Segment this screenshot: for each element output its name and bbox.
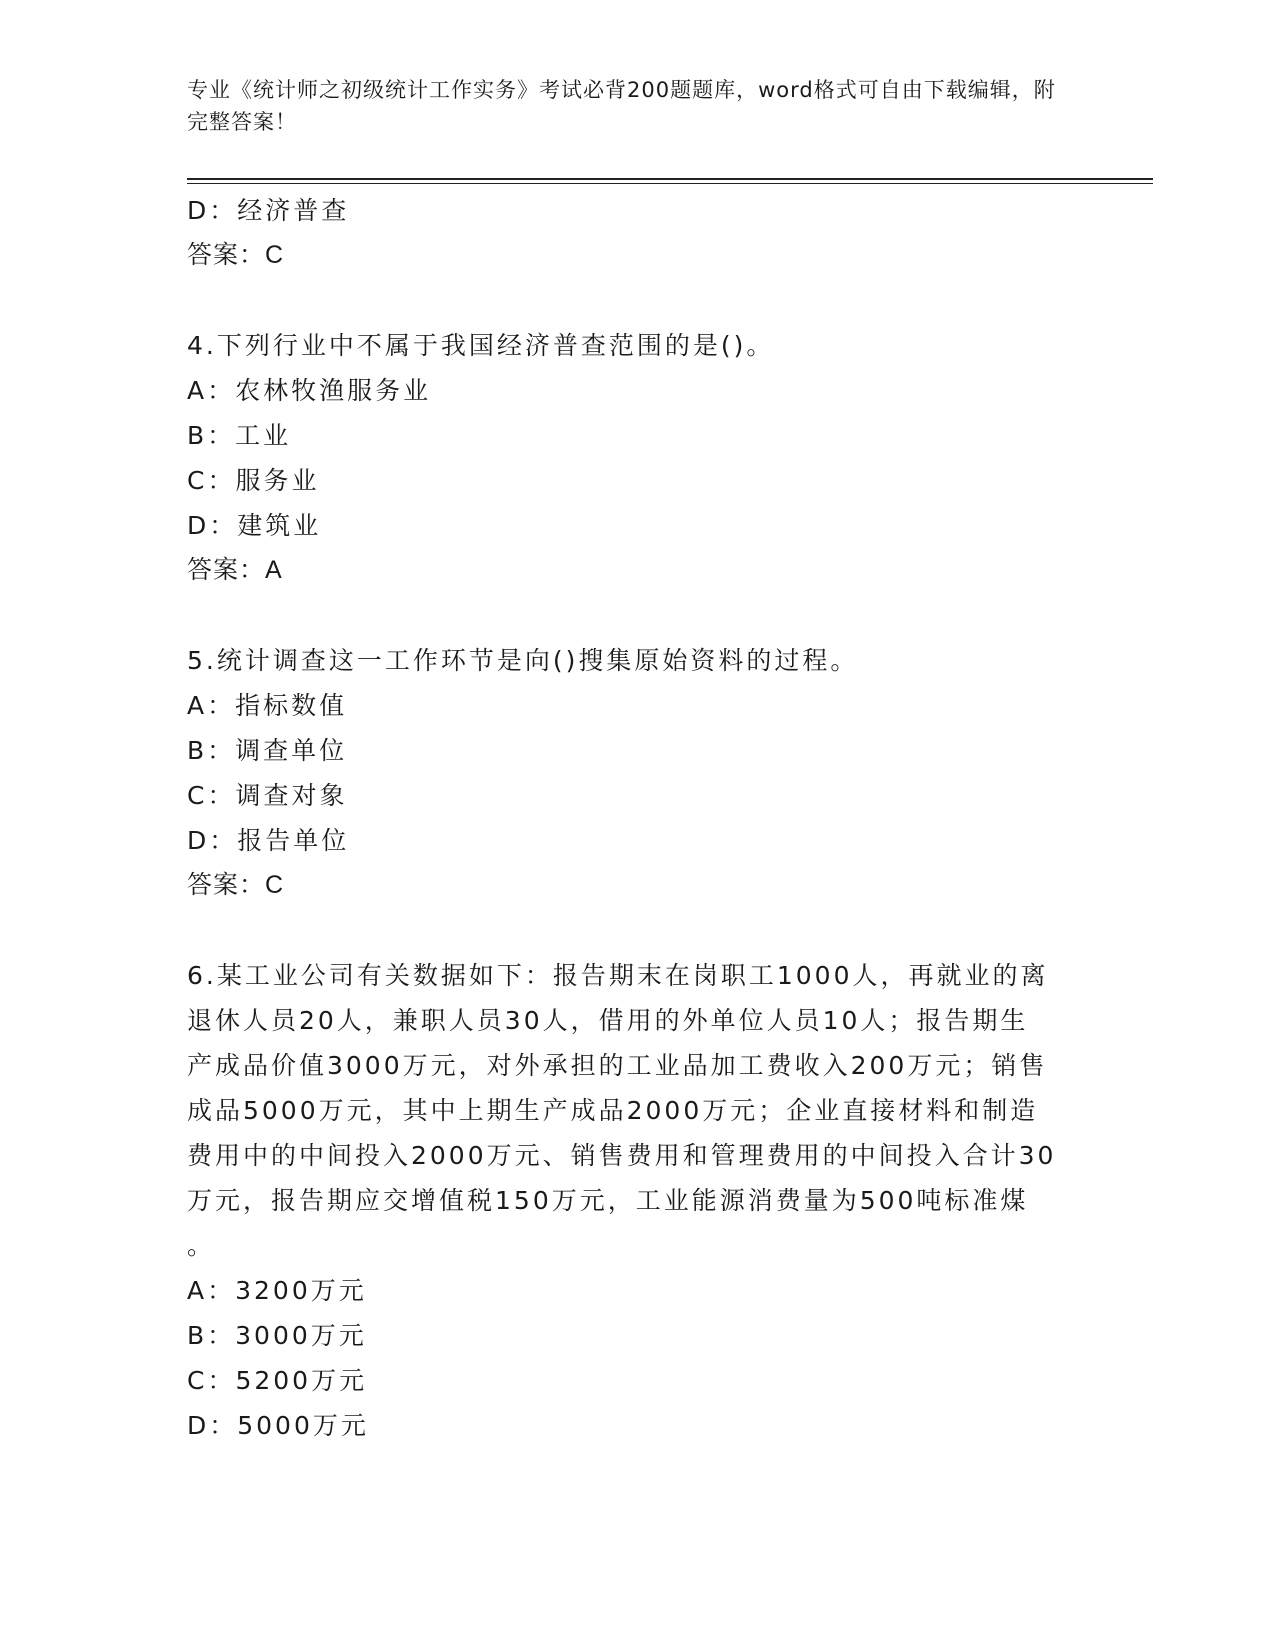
q6-stem-line-1: 6.某工业公司有关数据如下：报告期末在岗职工1000人，再就业的离 xyxy=(187,961,1049,990)
q5-answer: 答案：C xyxy=(187,871,285,899)
page-header: 专业《统计师之初级统计工作实务》考试必背200题题库，word格式可自由下载编辑，附完整答案！ xyxy=(187,78,1056,134)
q5-option-c: C：调查对象 xyxy=(187,781,348,810)
q5-option-b: B：调查单位 xyxy=(187,736,348,765)
q5-option-a: A：指标数值 xyxy=(187,691,348,720)
q3-answer: 答案：C xyxy=(187,241,285,269)
q6-stem-line-3: 产成品价值3000万元，对外承担的工业品加工费收入200万元；销售 xyxy=(187,1051,1048,1080)
q3-option-d: D：经济普查 xyxy=(187,196,350,225)
q5-stem: 5.统计调查这一工作环节是向()搜集原始资料的过程。 xyxy=(187,646,859,675)
q6-stem-line-6: 万元，报告期应交增值税150万元，工业能源消费量为500吨标准煤 xyxy=(187,1186,1029,1215)
q5-option-d: D：报告单位 xyxy=(187,826,350,855)
q6-stem-line-7: 。 xyxy=(187,1231,216,1260)
q6-option-d: D：5000万元 xyxy=(187,1411,369,1440)
q6-option-b: B：3000万元 xyxy=(187,1321,367,1350)
q4-answer: 答案：A xyxy=(187,556,283,584)
q6-stem-line-4: 成品5000万元，其中上期生产成品2000万元；企业直接材料和制造 xyxy=(187,1096,1039,1125)
q6-option-c: C：5200万元 xyxy=(187,1366,368,1395)
q4-option-a: A：农林牧渔服务业 xyxy=(187,376,432,405)
q6-option-a: A：3200万元 xyxy=(187,1276,367,1305)
q4-option-c: C：服务业 xyxy=(187,466,320,495)
header-divider-thin xyxy=(187,183,1153,184)
q6-stem-line-5: 费用中的中间投入2000万元、销售费用和管理费用的中间投入合计30 xyxy=(187,1141,1057,1170)
header-divider-thick xyxy=(187,178,1153,180)
question-list xyxy=(187,188,1087,1448)
q6-stem-line-2: 退休人员20人，兼职人员30人，借用的外单位人员10人；报告期生 xyxy=(187,1006,1029,1035)
q4-option-b: B：工业 xyxy=(187,421,292,450)
q4-stem: 4.下列行业中不属于我国经济普查范围的是()。 xyxy=(187,331,775,360)
q4-option-d: D：建筑业 xyxy=(187,511,322,540)
